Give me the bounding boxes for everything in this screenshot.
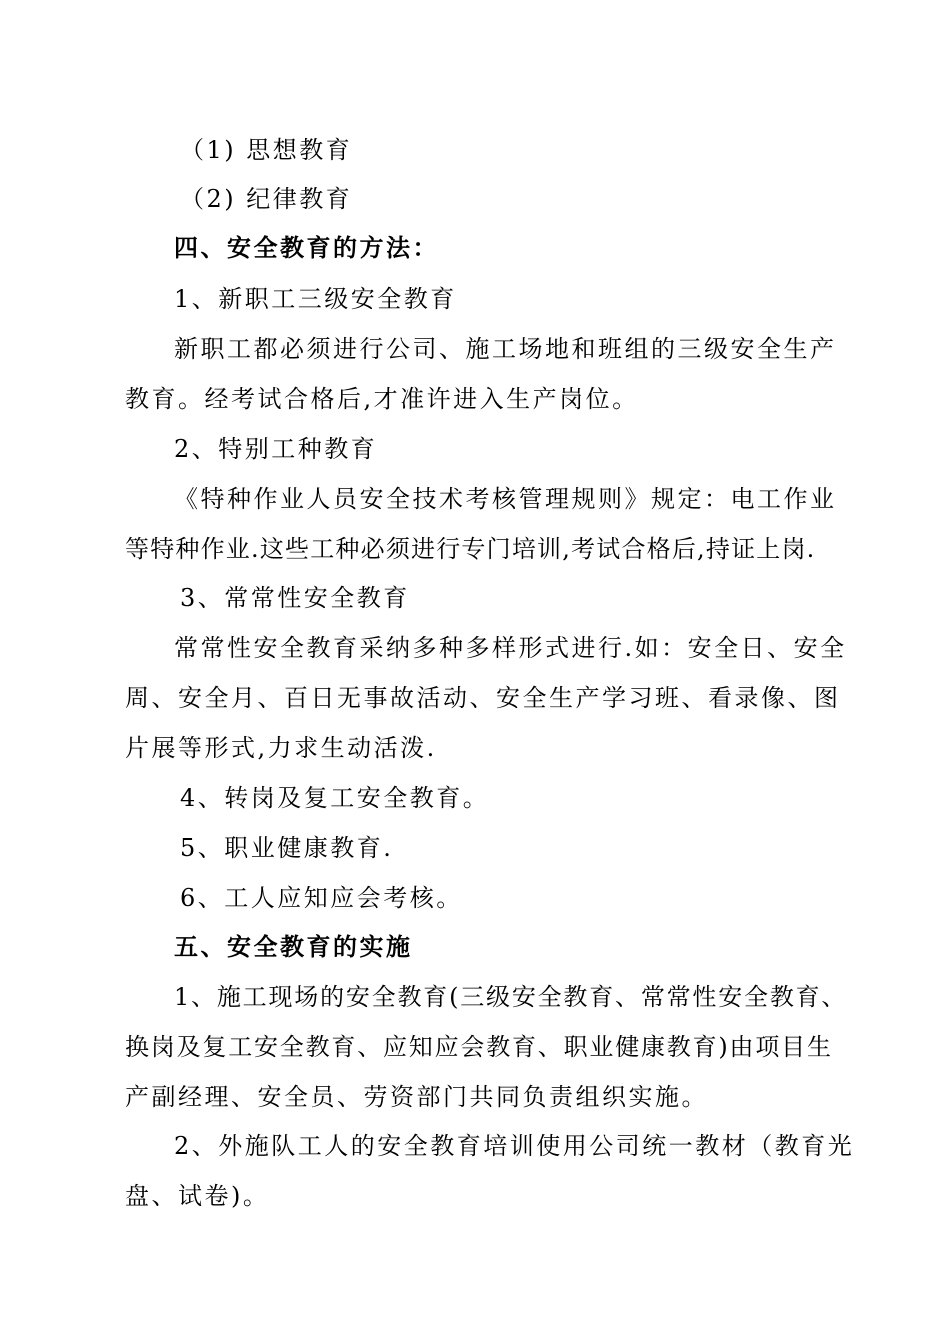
paragraph-line: 片展等形式,力求生动活泼.	[125, 734, 437, 762]
paragraph-line: 换岗及复工安全教育、应知应会教育、职业健康教育)由项目生	[125, 1033, 833, 1061]
paragraph-line: 新职工都必须进行公司、施工场地和班组的三级安全生产	[174, 335, 837, 363]
section-heading-implementation: 五、安全教育的实施	[174, 932, 413, 961]
section-heading-methods: 四、安全教育的方法：	[174, 233, 439, 262]
paragraph-line: 等特种作业.这些工种必须进行专门培训,考试合格后,持证上岗.	[125, 535, 816, 563]
item-discipline-education: （2) 纪律教育	[180, 185, 353, 213]
paragraph-line: 产副经理、安全员、劳资部门共同负责组织实施。	[125, 1083, 708, 1111]
subheading-new-staff-education: 1、新职工三级安全教育	[174, 285, 457, 313]
item-health-education: 5、职业健康教育.	[180, 834, 394, 862]
paragraph-line: 1、施工现场的安全教育(三级安全教育、常常性安全教育、	[174, 983, 848, 1011]
subheading-regular-education: 3、常常性安全教育	[180, 584, 410, 612]
paragraph-line: 《特种作业人员安全技术考核管理规则》规定：电工作业	[174, 485, 837, 513]
item-ideology-education: （1) 思想教育	[180, 136, 353, 164]
subheading-special-work-education: 2、特别工种教育	[174, 435, 378, 463]
paragraph-line: 教育。经考试合格后,才准许进入生产岗位。	[125, 385, 639, 413]
item-worker-assessment: 6、工人应知应会考核。	[180, 884, 463, 912]
paragraph-line: 盘、试卷)。	[125, 1182, 270, 1210]
paragraph-line: 2、外施队工人的安全教育培训使用公司统一教材（教育光	[174, 1132, 855, 1160]
paragraph-line: 周、安全月、百日无事故活动、安全生产学习班、看录像、图	[125, 684, 841, 712]
paragraph-line: 常常性安全教育采纳多种多样形式进行.如：安全日、安全	[174, 634, 847, 662]
item-transfer-education: 4、转岗及复工安全教育。	[180, 784, 490, 812]
